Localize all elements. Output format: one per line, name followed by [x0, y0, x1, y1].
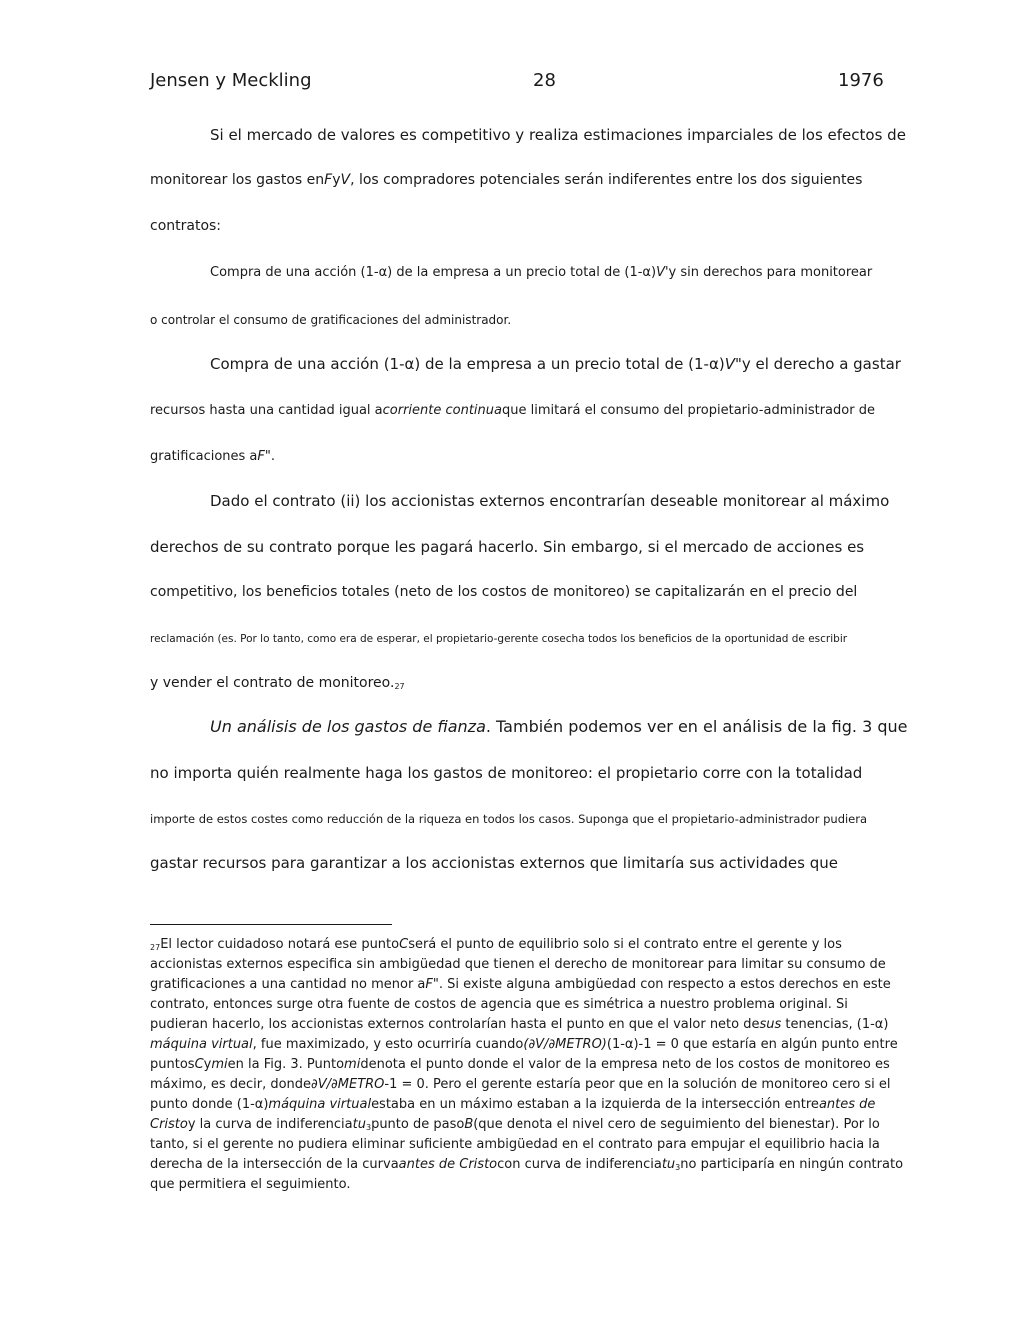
body-line-15: no importa quién realmente haga los gastos de monitoreo: el propietario corre con la totalidad	[150, 764, 863, 782]
body-line-9: Dado el contrato (ii) los accionistas externos encontrarían deseable monitorear al máximo	[210, 492, 890, 510]
running-header-year: 1976	[838, 70, 884, 91]
body-line-1: Si el mercado de valores es competitivo y realiza estimaciones imparciales de los efectos de	[210, 126, 906, 144]
body-line-16: importe de estos costes como reducción de la riqueza en todos los casos. Suponga que el propietario-administrador pudiera	[150, 812, 868, 826]
bonding-section-line-1: Un análisis de los gastos de fianza. También podemos ver en el análisis de la fig. 3 que	[210, 717, 908, 736]
body-line-17: gastar recursos para garantizar a los accionistas externos que limitaría sus actividades que	[150, 854, 839, 872]
body-line-13: y vender el contrato de monitoreo.27	[150, 675, 405, 691]
body-line-11: competitivo, los beneficios totales (neto de los costos de monitoreo) se capitalizarán en el precio del	[150, 584, 858, 600]
footnote-line-13: que permitiera el seguimiento.	[150, 1177, 351, 1192]
footnote-line-7: puntosCymien la Fig. 3. Puntomidenota el punto donde el valor de la empresa neto de los costos de monitoreo es	[150, 1057, 890, 1072]
body-line-2: monitorear los gastos enFyV, los compradores potenciales serán indiferentes entre los dos siguientes	[150, 172, 863, 188]
footnote-line-8: máximo, es decir, donde∂V/∂METRO-1 = 0. Pero el gerente estaría peor que en la solución de monitoreo cero si el	[150, 1077, 891, 1092]
contract-i-line-2: o controlar el consumo de gratificaciones del administrador.	[150, 313, 512, 327]
footnote-line-9: punto donde (1-α)máquina virtualestaba en un máximo estaban a la izquierda de la intersección entreantes de	[150, 1097, 876, 1112]
footnote-line-6: máquina virtual, fue maximizado, y esto ocurriría cuando(∂V/∂METRO)(1-α)-1 = 0 que estaría en algún punto entre	[150, 1037, 898, 1052]
body-line-3: contratos:	[150, 218, 222, 234]
footnote-line-3: gratificaciones a una cantidad no menor aF". Si existe alguna ambigüedad con respecto a estos derechos en este	[150, 977, 891, 992]
footnote-separator	[150, 924, 392, 925]
footnote-line-2: accionistas externos especifica sin ambigüedad que tienen el derecho de monitorear para limitar su consumo de	[150, 957, 886, 972]
contract-ii-line-1: Compra de una acción (1-α) de la empresa a un precio total de (1-α)V"y el derecho a gastar	[210, 355, 901, 373]
contract-i-line-1: Compra de una acción (1-α) de la empresa a un precio total de (1-α)V'y sin derechos para monitorear	[210, 265, 873, 280]
body-line-10: derechos de su contrato porque les pagará hacerlo. Sin embargo, si el mercado de acciones es	[150, 538, 865, 556]
footnote-line-5: pudieran hacerlo, los accionistas externos controlarían hasta el punto en que el valor neto desus tenencias, (1-α)	[150, 1017, 889, 1032]
footnote-line-1: 27El lector cuidadoso notará ese puntoCserá el punto de equilibrio solo si el contrato entre el gerente y los	[150, 937, 842, 952]
footnote-ref-27: 27	[394, 682, 405, 691]
footnote-line-12: derecha de la intersección de la curvaantes de Cristocon curva de indiferenciatu3no participaría en ningún contrato	[150, 1157, 904, 1172]
contract-ii-line-2: recursos hasta una cantidad igual acorriente continuaque limitará el consumo del propietario-administrador de	[150, 403, 875, 418]
running-header-authors: Jensen y Meckling	[150, 70, 312, 91]
section-heading: Un análisis de los gastos de fianza	[210, 717, 486, 736]
footnote-line-10: Cristoy la curva de indiferenciatu3punto de pasoB(que denota el nivel cero de seguimiento del bienestar). Por lo	[150, 1117, 880, 1132]
contract-ii-line-3: gratificaciones aF".	[150, 449, 276, 464]
page-number: 28	[533, 70, 556, 91]
body-line-12: reclamación (es. Por lo tanto, como era de esperar, el propietario-gerente cosecha todos los beneficios de la oportunidad de escribir	[150, 633, 848, 645]
footnote-line-11: tanto, si el gerente no pudiera eliminar suficiente ambigüedad en el contrato para empujar el equilibrio hacia la	[150, 1137, 880, 1152]
footnote-line-4: contrato, entonces surge otra fuente de costos de agencia que es simétrica a nuestro problema original. Si	[150, 997, 848, 1012]
